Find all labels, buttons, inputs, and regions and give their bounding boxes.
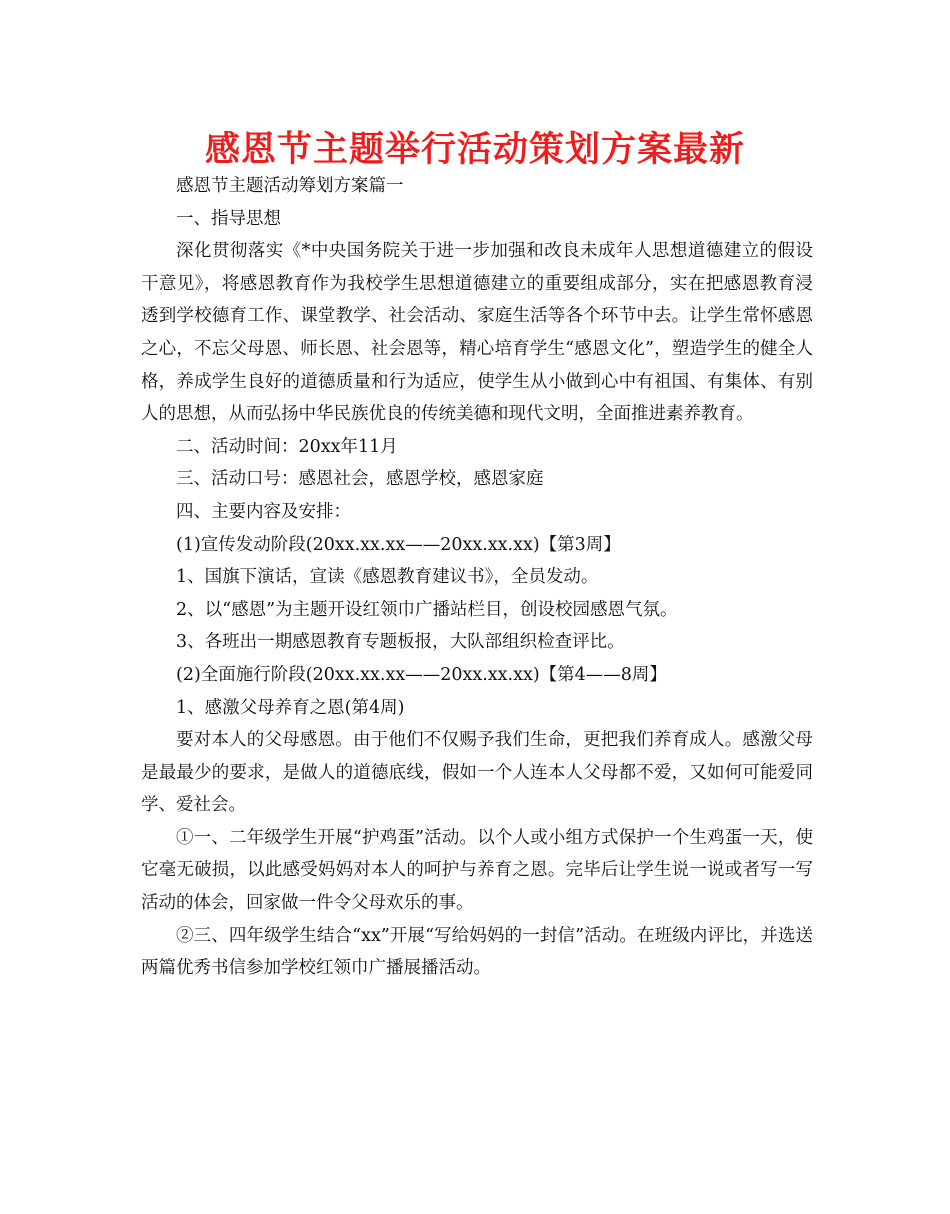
section-heading: 感恩节主题活动筹划方案篇一 (176, 176, 404, 196)
heading-guiding-ideology: 一、指导思想 (176, 208, 281, 229)
stage-one-item-2: 2、以“感恩”为主题开设红领巾广播站栏目，创设校园感恩气氛。 (176, 599, 678, 620)
document-title: 感恩节主题举行活动策划方案最新 (204, 130, 745, 170)
paragraph-parents-gratitude: 要对本人的父母感恩。由于他们不仅赐予我们生命，更把我们养育成人。感激父母是最最少的要求，是做人的道德底线，假如一个人连本人父母都不爱，又如何可能爱同学、爱社会。 (141, 730, 813, 816)
stage-one-item-3: 3、各班出一期感恩教育专题板报，大队部组织检查评比。 (176, 632, 625, 653)
activity-slogan: 三、活动口号：感恩社会，感恩学校，感恩家庭 (176, 469, 544, 490)
paragraph-letter-activity: ②三、四年级学生结合“xx”开展“写给妈妈的一封信”活动。在班级内评比，并选送两篇优秀书信参加学校红领巾广播展播活动。 (141, 925, 813, 979)
paragraph-egg-activity: ①一、二年级学生开展“护鸡蛋”活动。以个人或小组方式保护一个生鸡蛋一天，使它毫无破损，以此感受妈妈对本人的呵护与养育之恩。完毕后让学生说一说或者写一写活动的体会，回家做一件令父母欢乐的事。 (141, 827, 813, 914)
activity-time: 二、活动时间：20xx年11月 (176, 436, 398, 457)
stage-one-heading: (1)宣传发动阶段(20xx.xx.xx——20xx.xx.xx)【第3周】 (176, 534, 621, 555)
document-body (141, 170, 813, 985)
paragraph-guiding-ideology: 深化贯彻落实《*中央国务院关于进一步加强和改良未成年人思想道德建立的假设干意见》，将感恩教育作为我校学生思想道德建立的重要组成部分，实在把感恩教育浸透到学校德育工作、课堂教学、社会活动、家庭生活等各个环节中去。让学生常怀感恩之心，不忘父母恩、师长恩、社会恩等，精心培育学生“感恩文化”，塑造学生的健全人格，养成学生良好的道德质量和行为适应，使学生从小做到心中有祖国、有集体、有别人的思想，从而弘扬中华民族优良的传统美德和现代文明，全面推进素养教育。 (141, 241, 813, 425)
stage-two-item-1: 1、感激父母养育之恩(第4周) (176, 697, 405, 718)
heading-main-content: 四、主要内容及安排： (176, 501, 351, 522)
stage-two-heading: (2)全面施行阶段(20xx.xx.xx——20xx.xx.xx)【第4——8周】 (176, 664, 667, 685)
stage-one-item-1: 1、国旗下演话，宣读《感恩教育建议书》，全员发动。 (176, 567, 599, 588)
